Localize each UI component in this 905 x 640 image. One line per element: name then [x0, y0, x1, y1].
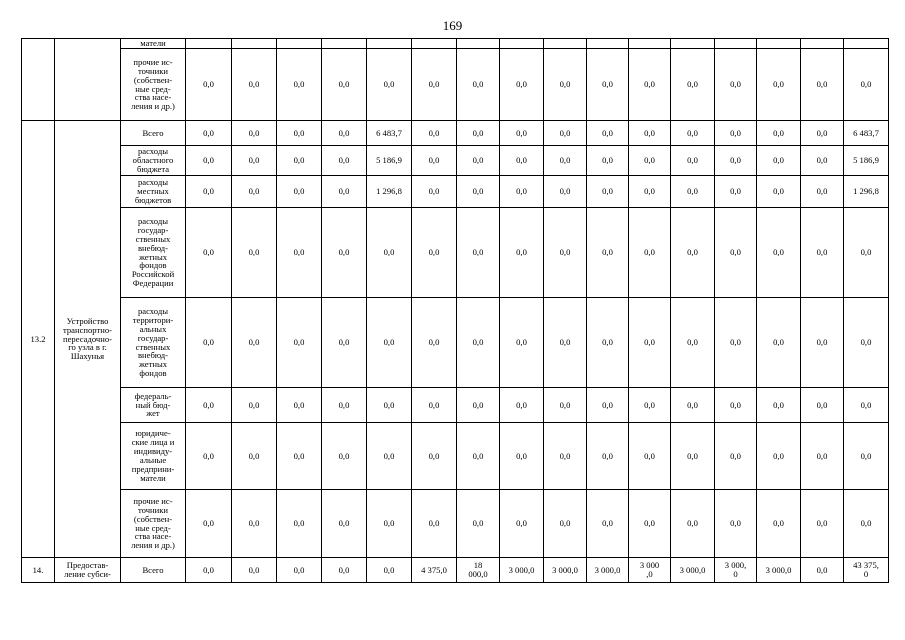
value-cell: 0,0 — [844, 49, 889, 121]
value-cell: 3 000,0 — [500, 558, 544, 583]
table-row — [22, 208, 889, 298]
value-cell: 0,0 — [801, 208, 844, 298]
source-label: матели — [121, 39, 186, 49]
value-cell — [412, 39, 457, 49]
value-cell: 0,0 — [277, 490, 322, 558]
value-cell — [367, 39, 412, 49]
value-cell: 0,0 — [844, 388, 889, 423]
value-cell: 0,0 — [232, 146, 277, 176]
value-cell: 0,0 — [715, 146, 757, 176]
table-row — [22, 176, 889, 208]
value-cell: 0,0 — [412, 298, 457, 388]
value-cell: 0,0 — [629, 298, 671, 388]
value-cell: 0,0 — [844, 208, 889, 298]
value-cell: 0,0 — [544, 490, 587, 558]
value-cell: 3 000,0 — [671, 558, 715, 583]
value-cell: 0,0 — [500, 146, 544, 176]
value-cell: 3 000,0 — [544, 558, 587, 583]
table-row — [22, 39, 889, 49]
value-cell: 43 375, 0 — [844, 558, 889, 583]
value-cell: 0,0 — [587, 490, 629, 558]
value-cell: 0,0 — [500, 388, 544, 423]
value-cell: 0,0 — [629, 423, 671, 490]
value-cell: 0,0 — [322, 298, 367, 388]
value-cell: 0,0 — [587, 298, 629, 388]
value-cell: 0,0 — [844, 490, 889, 558]
value-cell: 3 000 ,0 — [629, 558, 671, 583]
value-cell: 0,0 — [544, 298, 587, 388]
value-cell: 0,0 — [412, 388, 457, 423]
value-cell: 0,0 — [322, 49, 367, 121]
value-cell: 0,0 — [544, 146, 587, 176]
value-cell — [186, 39, 232, 49]
value-cell: 0,0 — [186, 558, 232, 583]
table-row — [22, 388, 889, 423]
value-cell: 0,0 — [322, 490, 367, 558]
table-row — [22, 423, 889, 490]
value-cell: 0,0 — [186, 298, 232, 388]
value-cell: 0,0 — [277, 49, 322, 121]
source-label: прочие ис- точники (собствен- ные сред- ства насе- ления и др.) — [121, 490, 186, 558]
value-cell: 0,0 — [322, 388, 367, 423]
value-cell: 0,0 — [367, 490, 412, 558]
value-cell: 0,0 — [629, 388, 671, 423]
value-cell: 0,0 — [322, 176, 367, 208]
value-cell — [232, 39, 277, 49]
value-cell: 5 186,9 — [367, 146, 412, 176]
value-cell: 0,0 — [587, 388, 629, 423]
value-cell: 0,0 — [500, 121, 544, 146]
value-cell: 0,0 — [587, 208, 629, 298]
value-cell: 0,0 — [457, 388, 500, 423]
value-cell: 0,0 — [801, 146, 844, 176]
value-cell: 0,0 — [757, 388, 801, 423]
value-cell: 6 483,7 — [844, 121, 889, 146]
value-cell: 0,0 — [277, 423, 322, 490]
value-cell — [715, 39, 757, 49]
value-cell: 0,0 — [629, 49, 671, 121]
source-label: расходы областного бюджета — [121, 146, 186, 176]
table-row — [22, 298, 889, 388]
value-cell: 0,0 — [757, 146, 801, 176]
value-cell: 0,0 — [277, 558, 322, 583]
value-cell: 0,0 — [457, 146, 500, 176]
table-body — [22, 39, 889, 583]
value-cell: 0,0 — [671, 121, 715, 146]
value-cell: 4 375,0 — [412, 558, 457, 583]
value-cell: 0,0 — [367, 388, 412, 423]
funding-table — [21, 38, 889, 583]
table-row — [22, 146, 889, 176]
value-cell: 3 000,0 — [757, 558, 801, 583]
value-cell: 0,0 — [367, 208, 412, 298]
table-row — [22, 558, 889, 583]
value-cell: 0,0 — [715, 388, 757, 423]
source-label: прочие ис- точники (собствен- ные сред- ства насе- ления и др.) — [121, 49, 186, 121]
value-cell: 0,0 — [322, 423, 367, 490]
value-cell: 0,0 — [629, 490, 671, 558]
value-cell: 0,0 — [801, 49, 844, 121]
page-number: 169 — [442, 18, 463, 33]
value-cell: 0,0 — [232, 298, 277, 388]
name-cell — [55, 39, 121, 121]
value-cell: 0,0 — [277, 176, 322, 208]
value-cell: 0,0 — [500, 423, 544, 490]
value-cell: 0,0 — [457, 208, 500, 298]
measure-name: Устройство транспортно- пересадочно- го узла в г. Шахунья — [55, 121, 121, 558]
value-cell: 0,0 — [757, 176, 801, 208]
value-cell: 0,0 — [587, 121, 629, 146]
value-cell: 0,0 — [500, 49, 544, 121]
source-label: юридиче- ские лица и индивиду- альные предприни- матели — [121, 423, 186, 490]
value-cell: 0,0 — [232, 208, 277, 298]
value-cell: 0,0 — [801, 558, 844, 583]
value-cell: 0,0 — [457, 121, 500, 146]
value-cell: 0,0 — [757, 490, 801, 558]
value-cell: 0,0 — [277, 146, 322, 176]
value-cell: 0,0 — [412, 490, 457, 558]
value-cell: 0,0 — [457, 423, 500, 490]
value-cell: 0,0 — [232, 490, 277, 558]
value-cell: 0,0 — [367, 49, 412, 121]
value-cell: 0,0 — [277, 298, 322, 388]
value-cell: 0,0 — [671, 298, 715, 388]
value-cell: 18 000,0 — [457, 558, 500, 583]
value-cell: 0,0 — [801, 490, 844, 558]
value-cell: 0,0 — [757, 121, 801, 146]
value-cell: 0,0 — [544, 208, 587, 298]
source-label: Всего — [121, 558, 186, 583]
value-cell: 0,0 — [500, 298, 544, 388]
value-cell: 0,0 — [757, 49, 801, 121]
value-cell: 0,0 — [844, 298, 889, 388]
value-cell: 0,0 — [500, 490, 544, 558]
value-cell: 0,0 — [232, 49, 277, 121]
value-cell: 0,0 — [671, 176, 715, 208]
row-index: 13.2 — [22, 121, 55, 558]
value-cell: 0,0 — [715, 121, 757, 146]
value-cell: 0,0 — [544, 121, 587, 146]
value-cell: 0,0 — [412, 176, 457, 208]
value-cell — [322, 39, 367, 49]
value-cell: 0,0 — [757, 208, 801, 298]
index-cell — [22, 39, 55, 121]
value-cell: 3 000,0 — [587, 558, 629, 583]
value-cell: 0,0 — [587, 176, 629, 208]
value-cell: 0,0 — [367, 558, 412, 583]
source-label: расходы местных бюджетов — [121, 176, 186, 208]
value-cell: 0,0 — [186, 121, 232, 146]
value-cell: 0,0 — [671, 423, 715, 490]
value-cell: 0,0 — [367, 298, 412, 388]
value-cell — [844, 39, 889, 49]
value-cell — [544, 39, 587, 49]
table-row — [22, 121, 889, 146]
value-cell: 0,0 — [544, 388, 587, 423]
value-cell: 0,0 — [500, 208, 544, 298]
value-cell: 0,0 — [671, 208, 715, 298]
value-cell: 0,0 — [232, 558, 277, 583]
value-cell: 0,0 — [277, 388, 322, 423]
value-cell: 0,0 — [629, 121, 671, 146]
value-cell — [671, 39, 715, 49]
value-cell: 1 296,8 — [844, 176, 889, 208]
value-cell: 0,0 — [671, 490, 715, 558]
value-cell: 0,0 — [232, 121, 277, 146]
value-cell: 0,0 — [587, 146, 629, 176]
value-cell: 0,0 — [544, 49, 587, 121]
value-cell — [801, 39, 844, 49]
value-cell: 0,0 — [801, 298, 844, 388]
source-label: расходы территори- альных государ- ственных внебюд- жетных фондов — [121, 298, 186, 388]
value-cell: 0,0 — [232, 176, 277, 208]
value-cell: 0,0 — [587, 423, 629, 490]
value-cell: 0,0 — [715, 490, 757, 558]
value-cell: 0,0 — [412, 49, 457, 121]
value-cell: 0,0 — [801, 388, 844, 423]
value-cell: 0,0 — [232, 423, 277, 490]
value-cell: 0,0 — [186, 423, 232, 490]
value-cell: 0,0 — [801, 423, 844, 490]
value-cell: 0,0 — [322, 121, 367, 146]
value-cell: 0,0 — [500, 176, 544, 208]
value-cell: 0,0 — [457, 176, 500, 208]
value-cell: 0,0 — [322, 558, 367, 583]
table-row — [22, 490, 889, 558]
value-cell: 0,0 — [322, 146, 367, 176]
measure-name: Предостав- ление субси- — [55, 558, 121, 583]
value-cell: 3 000, 0 — [715, 558, 757, 583]
value-cell — [277, 39, 322, 49]
value-cell: 1 296,8 — [367, 176, 412, 208]
value-cell: 0,0 — [277, 121, 322, 146]
value-cell: 0,0 — [186, 146, 232, 176]
value-cell: 0,0 — [715, 176, 757, 208]
value-cell: 0,0 — [457, 298, 500, 388]
value-cell: 0,0 — [801, 176, 844, 208]
value-cell: 0,0 — [186, 490, 232, 558]
value-cell: 0,0 — [544, 423, 587, 490]
value-cell: 0,0 — [801, 121, 844, 146]
value-cell: 0,0 — [629, 146, 671, 176]
value-cell: 0,0 — [412, 208, 457, 298]
value-cell: 0,0 — [412, 146, 457, 176]
value-cell: 0,0 — [186, 176, 232, 208]
value-cell: 0,0 — [715, 298, 757, 388]
value-cell: 0,0 — [587, 49, 629, 121]
value-cell: 0,0 — [232, 388, 277, 423]
value-cell: 0,0 — [277, 208, 322, 298]
value-cell: 0,0 — [671, 49, 715, 121]
value-cell: 0,0 — [412, 423, 457, 490]
row-index: 14. — [22, 558, 55, 583]
value-cell — [500, 39, 544, 49]
value-cell: 0,0 — [412, 121, 457, 146]
value-cell — [587, 39, 629, 49]
value-cell: 6 483,7 — [367, 121, 412, 146]
value-cell: 0,0 — [367, 423, 412, 490]
value-cell: 0,0 — [671, 146, 715, 176]
value-cell: 0,0 — [844, 423, 889, 490]
value-cell: 0,0 — [715, 49, 757, 121]
source-label: федераль- ный бюд- жет — [121, 388, 186, 423]
value-cell: 0,0 — [457, 49, 500, 121]
value-cell: 0,0 — [715, 208, 757, 298]
value-cell: 0,0 — [671, 388, 715, 423]
value-cell: 0,0 — [457, 490, 500, 558]
value-cell: 0,0 — [629, 208, 671, 298]
source-label: расходы государ- ственных внебюд- жетных фондов Российской Федерации — [121, 208, 186, 298]
value-cell: 0,0 — [322, 208, 367, 298]
source-label: Всего — [121, 121, 186, 146]
value-cell: 0,0 — [544, 176, 587, 208]
value-cell: 0,0 — [629, 176, 671, 208]
value-cell: 0,0 — [757, 298, 801, 388]
value-cell: 0,0 — [715, 423, 757, 490]
value-cell: 0,0 — [757, 423, 801, 490]
table-row — [22, 49, 889, 121]
value-cell — [629, 39, 671, 49]
value-cell: 0,0 — [186, 49, 232, 121]
value-cell: 0,0 — [186, 208, 232, 298]
value-cell: 5 186,9 — [844, 146, 889, 176]
value-cell — [757, 39, 801, 49]
value-cell: 0,0 — [186, 388, 232, 423]
value-cell — [457, 39, 500, 49]
